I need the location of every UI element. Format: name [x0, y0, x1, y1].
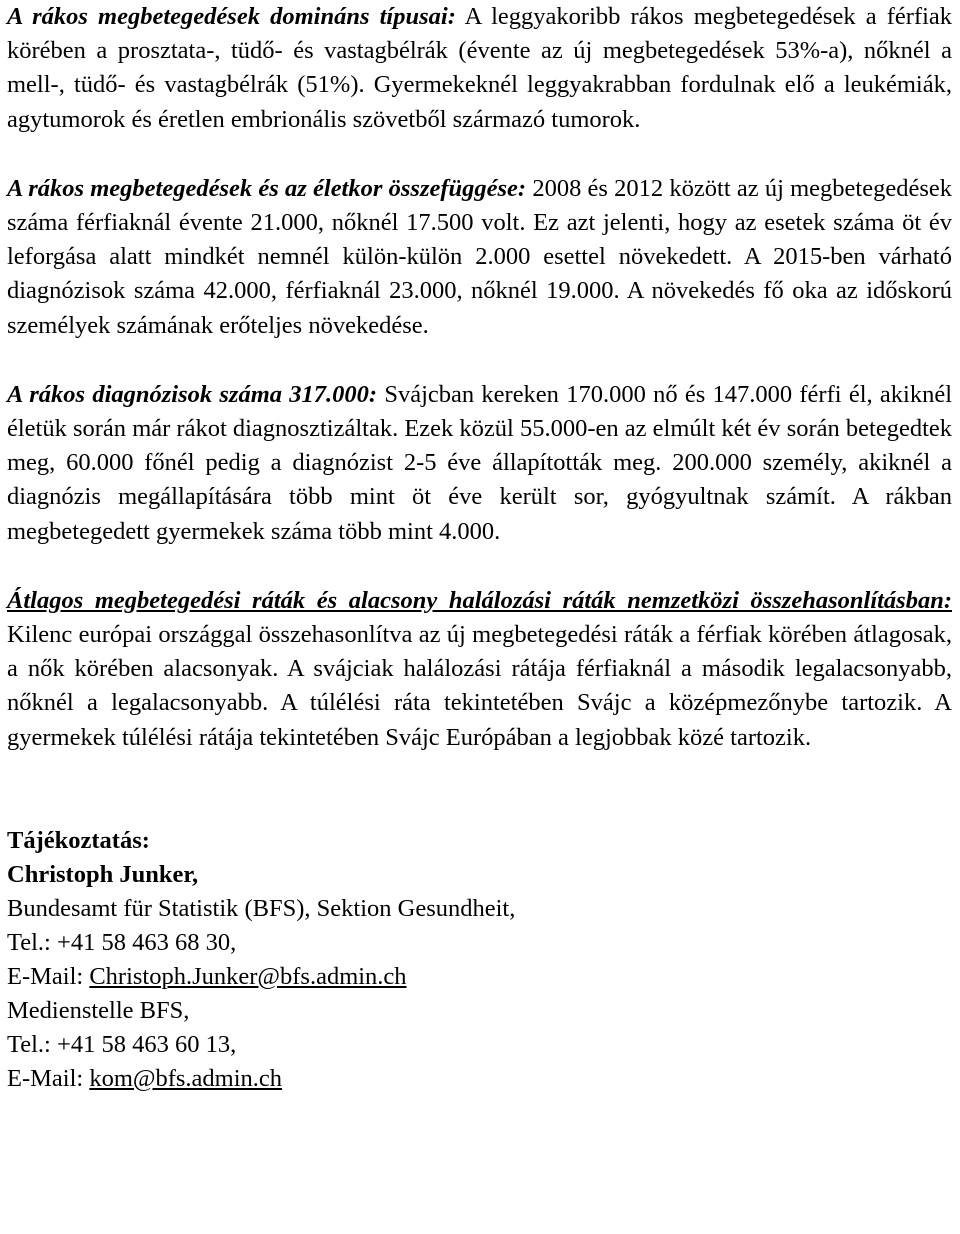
phone-label: Tel.: — [7, 928, 57, 956]
contact-organization: Bundesamt für Statistik (BFS), Sektion Gesundheit, — [7, 894, 516, 922]
paragraph-body: 2008 és 2012 között az új megbetegedések száma férfiaknál évente 21.000, nőknél 17.500 volt. Ez azt jelenti, hogy az esetek száma öt év leforgása alatt mindkét nemnél külön-külön 2.000 esettel növekedett. A 2015-ben várható diagnózisok száma 42.000, férfiaknál 23.000, nőknél 19.000. A növekedés fő oka az időskorú személyek számának erőteljes növekedése. — [7, 174, 952, 339]
email-label: E-Mail: — [7, 962, 90, 990]
email-link[interactable]: kom@bfs.admin.ch — [89, 1064, 283, 1092]
phone-label: Tel.: — [7, 1030, 57, 1058]
contact-media-office: Medienstelle BFS, — [7, 996, 190, 1024]
paragraph-age-relation — [7, 172, 952, 343]
paragraph-diagnosis-count — [7, 378, 952, 549]
contact-block — [7, 824, 952, 1096]
email-label: E-Mail: — [7, 1064, 90, 1092]
paragraph-lead: A rákos diagnózisok száma 317.000: — [7, 380, 378, 408]
phone-number: +41 58 463 60 13, — [57, 1030, 237, 1058]
contact-name: Christoph Junker, — [7, 860, 199, 888]
paragraph-cancer-types — [7, 0, 952, 137]
paragraph-lead: A rákos megbetegedések domináns típusai: — [7, 3, 456, 30]
paragraph-international-comparison — [7, 584, 952, 755]
contact-phone-2 — [7, 1028, 952, 1062]
paragraph-lead: A rákos megbetegedések és az életkor összefüggése: — [7, 174, 527, 202]
contact-heading: Tájékoztatás: — [7, 826, 150, 854]
paragraph-body: Kilenc európai országgal összehasonlítva az új megbetegedési ráták a férfiak körében átlagosak, a nők körében alacsonyak. A svájciak halálozási rátája férfiaknál a második legalacsonyabb, nőknél a legalacsonyabb. A túlélési ráta tekintetében Svájc a középmezőnybe tartozik. A gyermekek túlélési rátája tekintetében Svájc Európában a legjobbak közé tartozik. — [7, 621, 952, 751]
phone-number: +41 58 463 68 30, — [57, 928, 237, 956]
contact-email-1 — [7, 960, 952, 994]
paragraph-body: Svájcban kereken 170.000 nő és 147.000 férfi él, akiknél életük során már rákot diagnosztizáltak. Ezek közül 55.000-en az elmúlt két év során betegedtek meg, 60.000 főnél pedig a diagnózist 2-5 éve állapították meg. 200.000 személy, akiknél a diagnózis megállapítására több mint öt éve került sor, gyógyultnak számít. A rákban megbetegedett gyermekek száma több mint 4.000. — [7, 380, 952, 545]
contact-email-2 — [7, 1062, 952, 1096]
paragraph-lead: Átlagos megbetegedési ráták és alacsony halálozási ráták nemzetközi összehasonlításban: — [7, 586, 952, 614]
contact-phone-1 — [7, 926, 952, 960]
paragraph-body: A leggyakoribb rákos megbetegedések a férfiak körében a prosztata-, tüdő- és vastagbélrák (évente az új megbetegedések 53%-a), nőknél a mell-, tüdő- és vastagbélrák (51%). Gyermekeknél leggyakrabban fordulnak elő a leukémiák, agytumorok és éretlen embrionális szövetből származó tumorok. — [7, 3, 952, 133]
email-link[interactable]: Christoph.Junker@bfs.admin.ch — [89, 962, 407, 990]
